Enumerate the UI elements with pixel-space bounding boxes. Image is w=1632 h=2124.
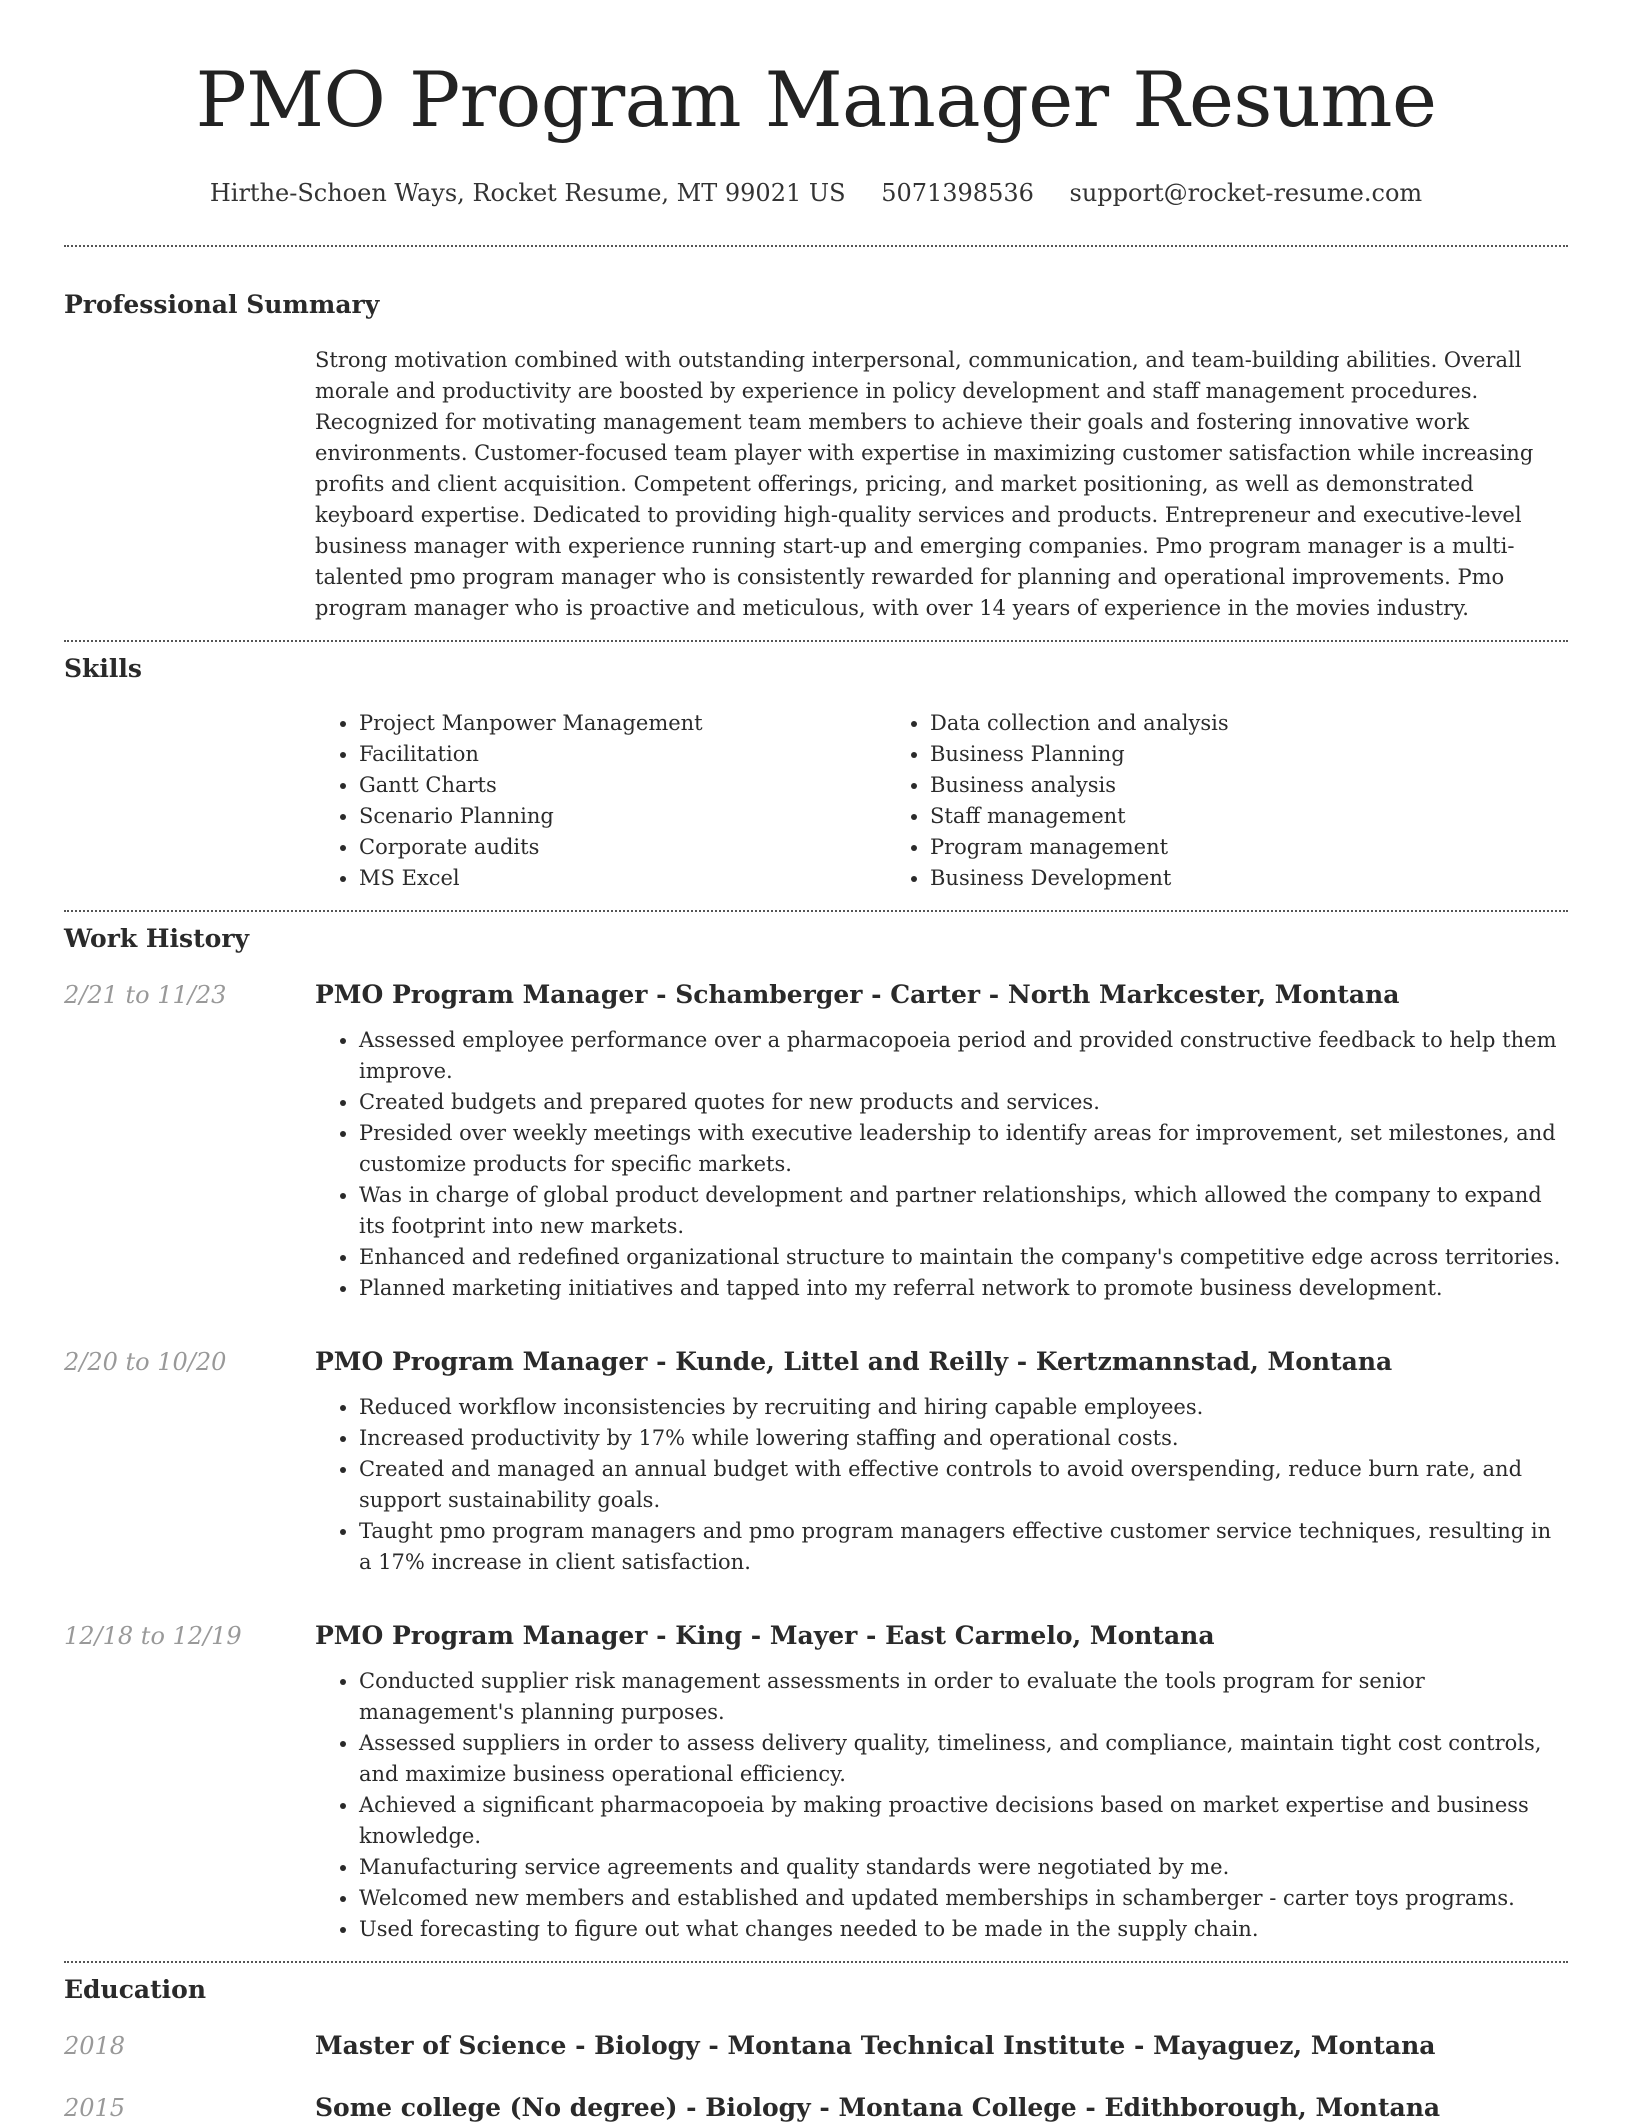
skills-list-right: [886, 708, 1457, 894]
skill-item: • Business Planning: [930, 739, 1457, 770]
contact-address: Hirthe-Schoen Ways, Rocket Resume, MT 99021 US: [209, 179, 846, 207]
summary-heading: Professional Summary: [64, 290, 380, 319]
job-date: 2/20 to 10/20: [64, 1348, 227, 1376]
skill-item: • Project Manpower Management: [359, 708, 886, 739]
skills-section: [64, 654, 1568, 894]
skill-item: • MS Excel: [359, 863, 886, 894]
education-title: Some college (No degree) - Biology - Montana College - Edithborough, Montana: [315, 2093, 1441, 2122]
job-bullet: • Planned marketing initiatives and tapped into my referral network to promote business development.: [359, 1273, 1568, 1304]
education-date: 2015: [64, 2094, 126, 2122]
skill-item: • Program management: [930, 832, 1457, 863]
education-section: [64, 1975, 1568, 2124]
job-bullet: • Created budgets and prepared quotes for new products and services.: [359, 1087, 1568, 1118]
job-bullets: [315, 1025, 1568, 1304]
job-title: PMO Program Manager - Kunde, Littel and Reilly - Kertzmannstad, Montana: [315, 1347, 1393, 1376]
education-date: 2018: [64, 2032, 126, 2060]
education-heading: Education: [64, 1975, 207, 2004]
skill-item: • Facilitation: [359, 739, 886, 770]
skill-item: • Scenario Planning: [359, 801, 886, 832]
skill-item: • Data collection and analysis: [930, 708, 1457, 739]
job-date: 12/18 to 12/19: [64, 1622, 242, 1650]
skill-item: • Business analysis: [930, 770, 1457, 801]
summary-section: [64, 290, 1568, 624]
job-bullet: • Achieved a significant pharmacopoeia by making proactive decisions based on market expertise and business knowledge.: [359, 1790, 1568, 1852]
skill-item: • Staff management: [930, 801, 1457, 832]
job-bullet: • Created and managed an annual budget with effective controls to avoid overspending, reduce burn rate, and support sustainability goals.: [359, 1454, 1568, 1516]
job-bullets: [315, 1666, 1568, 1945]
job-title: PMO Program Manager - Schamberger - Carter - North Markcester, Montana: [315, 980, 1400, 1009]
job-entry: [64, 979, 1568, 1304]
contact-phone: 5071398536: [881, 179, 1034, 207]
skill-item: • Gantt Charts: [359, 770, 886, 801]
work-section: [64, 924, 1568, 1945]
job-bullet: • Manufacturing service agreements and quality standards were negotiated by me.: [359, 1852, 1568, 1883]
job-bullet: • Assessed suppliers in order to assess delivery quality, timeliness, and compliance, maintain tight cost controls, and maximize business operational efficiency.: [359, 1728, 1568, 1790]
contact-email: support@rocket-resume.com: [1069, 179, 1423, 207]
skill-item: • Corporate audits: [359, 832, 886, 863]
job-date: 2/21 to 11/23: [64, 981, 227, 1009]
divider-header: [64, 245, 1568, 247]
job-bullet: • Taught pmo program managers and pmo program managers effective customer service techniques, resulting in a 17% increase in client satisfaction.: [359, 1516, 1568, 1578]
contact-line: [64, 178, 1568, 208]
education-entry: [64, 2092, 1568, 2124]
divider-skills: [64, 910, 1568, 912]
education-title: Master of Science - Biology - Montana Technical Institute - Mayaguez, Montana: [315, 2031, 1436, 2060]
resume-title: PMO Program Manager Resume: [195, 55, 1437, 144]
divider-summary: [64, 640, 1568, 642]
job-bullet: • Enhanced and redefined organizational structure to maintain the company's competitive edge across territories.: [359, 1242, 1568, 1273]
skills-list-left: [315, 708, 886, 894]
work-heading: Work History: [64, 924, 250, 953]
job-entry: [64, 1346, 1568, 1578]
skill-item: • Business Development: [930, 863, 1457, 894]
job-title: PMO Program Manager - King - Mayer - East Carmelo, Montana: [315, 1621, 1215, 1650]
job-bullet: • Was in charge of global product development and partner relationships, which allowed the company to expand its footprint into new markets.: [359, 1180, 1568, 1242]
divider-work: [64, 1961, 1568, 1963]
job-bullet: • Assessed employee performance over a pharmacopoeia period and provided constructive feedback to help them improve.: [359, 1025, 1568, 1087]
summary-text: Strong motivation combined with outstanding interpersonal, communication, and team-building abilities. Overall morale and productivity are boosted by experience in policy development and staff management procedures. Recognized for motivating management team members to achieve their goals and fostering innovative work environments. Customer-focused team player with expertise in maximizing customer satisfaction while increasing profits and client acquisition. Competent offerings, pricing, and market positioning, as well as demonstrated keyboard expertise. Dedicated to providing high-quality services and products. Entrepreneur and executive-level business manager with experience running start-up and emerging companies. Pmo program manager is a multi-talented pmo program manager who is consistently rewarded for planning and operational improvements. Pmo program manager who is proactive and meticulous, with over 14 years of experience in the movies industry.: [315, 348, 1534, 620]
skills-heading: Skills: [64, 654, 142, 683]
job-bullet: • Conducted supplier risk management assessments in order to evaluate the tools program for senior management's planning purposes.: [359, 1666, 1568, 1728]
resume-page: [64, 0, 1568, 2124]
job-bullets: [315, 1392, 1568, 1578]
job-entry: [64, 1620, 1568, 1945]
job-bullet: • Reduced workflow inconsistencies by recruiting and hiring capable employees.: [359, 1392, 1568, 1423]
job-bullet: • Welcomed new members and established and updated memberships in schamberger - carter toys programs.: [359, 1883, 1568, 1914]
job-bullet: • Used forecasting to figure out what changes needed to be made in the supply chain.: [359, 1914, 1568, 1945]
education-entry: [64, 2030, 1568, 2062]
job-bullet: • Presided over weekly meetings with executive leadership to identify areas for improvement, set milestones, and customize products for specific markets.: [359, 1118, 1568, 1180]
job-bullet: • Increased productivity by 17% while lowering staffing and operational costs.: [359, 1423, 1568, 1454]
